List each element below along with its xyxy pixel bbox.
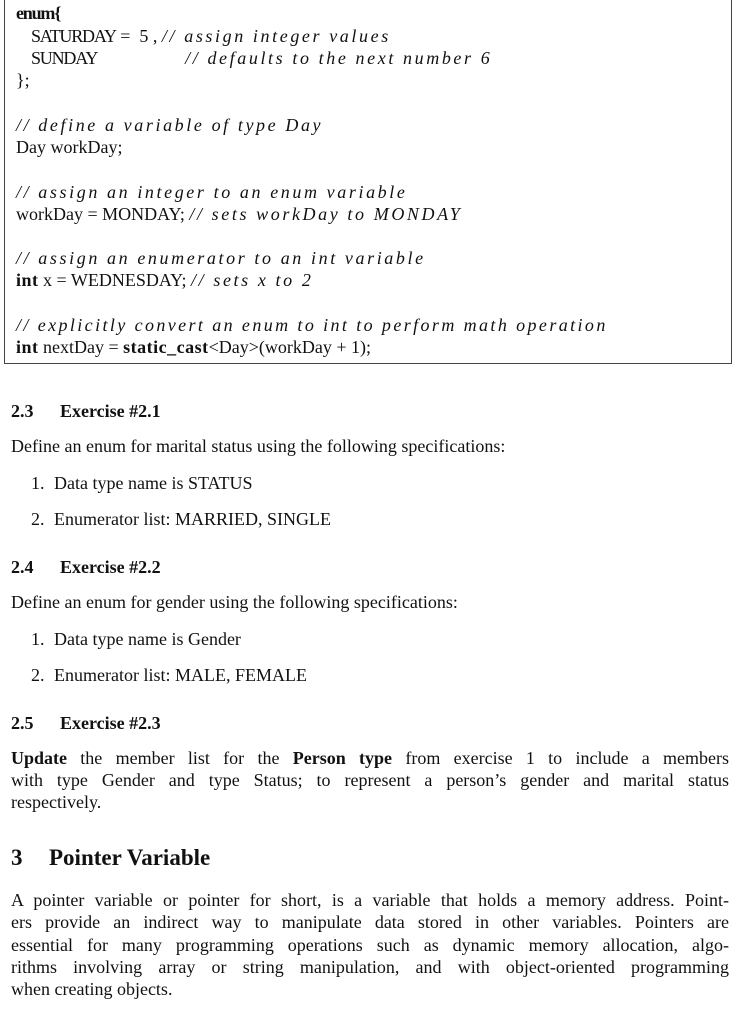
code-comment-convert: // explicitly convert an enum to int to perform math operation xyxy=(16,315,608,335)
section-2-5-line-1: Update the member list for the Person type from exercise 1 to include a members xyxy=(11,748,729,768)
section-3-line-3: essential for many programming operations such as dynamic memory allocation, algo- xyxy=(11,935,729,955)
list-item: 2. Enumerator list: MALE, FEMALE xyxy=(31,665,307,685)
code-line-nextday: int nextDay = static_cast<Day>(workDay + 1); xyxy=(16,337,372,357)
section-heading-2-5: 2.5 Exercise #2.3 xyxy=(11,713,161,733)
section-heading-3: 3 Pointer Variable xyxy=(11,845,211,870)
section-3-line-1: A pointer variable or pointer for short, is a variable that holds a memory address. Point- xyxy=(11,890,729,910)
list-item: 1. Data type name is STATUS xyxy=(31,473,253,493)
section-3-line-2: ers provide an indirect way to manipulate data stored in other variables. Pointers are xyxy=(11,912,729,932)
list-item: 1. Data type name is Gender xyxy=(31,629,241,649)
code-line-assign-monday: workDay = MONDAY; // sets workDay to MONDAY xyxy=(16,204,463,224)
code-line-saturday: SATURDAY = 5 , // assign integer values xyxy=(31,26,391,46)
code-comment-define: // define a variable of type Day xyxy=(16,115,324,135)
code-comment-assign-int: // assign an integer to an enum variable xyxy=(16,182,408,202)
code-comment-assign-enumerator: // assign an enumerator to an int variable xyxy=(16,248,426,268)
code-line-enum: enum{ xyxy=(16,3,61,23)
section-heading-2-3: 2.3 Exercise #2.1 xyxy=(11,401,161,421)
code-line-declare: Day workDay; xyxy=(16,137,123,157)
section-heading-2-4: 2.4 Exercise #2.2 xyxy=(11,557,161,577)
section-2-5-line-3: respectively. xyxy=(11,792,102,812)
code-line-int-x: int x = WEDNESDAY; // sets x to 2 xyxy=(16,270,314,290)
code-listing xyxy=(4,0,732,364)
code-line-sunday: SUNDAY // defaults to the next number 6 xyxy=(31,48,493,68)
section-2-3-intro: Define an enum for marital status using the following specifications: xyxy=(11,436,506,456)
list-item: 2. Enumerator list: MARRIED, SINGLE xyxy=(31,509,331,529)
section-2-5-line-2: with type Gender and type Status; to represent a person’s gender and marital status xyxy=(11,770,729,790)
code-line-close: }; xyxy=(16,70,30,90)
section-3-line-4: rithms involving array or string manipulation, and with object-oriented programming xyxy=(11,957,729,977)
section-2-4-intro: Define an enum for gender using the following specifications: xyxy=(11,592,458,612)
section-3-line-5: when creating objects. xyxy=(11,979,173,999)
